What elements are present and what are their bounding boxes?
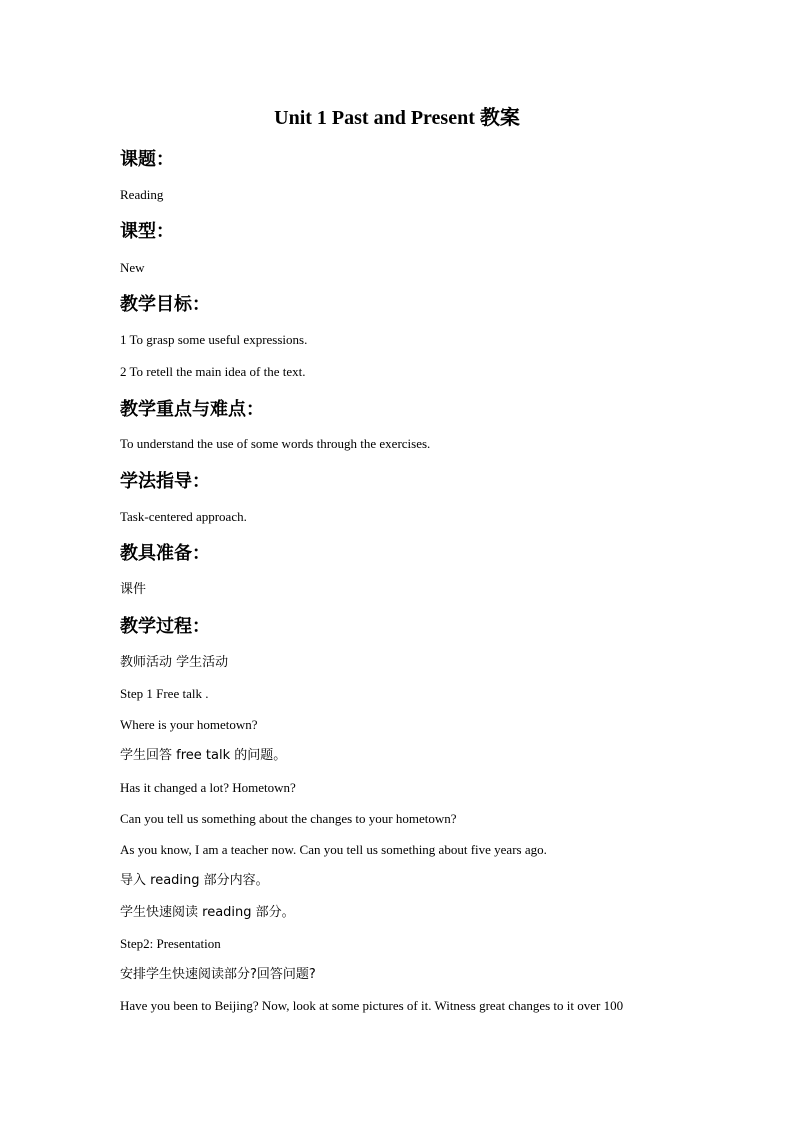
objective-item: 1 To grasp some useful expressions. <box>120 332 308 347</box>
process-line: As you know, I am a teacher now. Can you tell us something about five years ago. <box>120 842 547 857</box>
topic-content: Reading <box>120 187 164 202</box>
process-line: 安排学生快速阅读部分?回答问题? <box>120 967 316 982</box>
process-line: Can you tell us something about the changes to your hometown? <box>120 811 457 826</box>
method-content: Task-centered approach. <box>120 509 247 524</box>
keypoints-content: To understand the use of some words through the exercises. <box>120 436 431 451</box>
objective-item: 2 To retell the main idea of the text. <box>120 364 306 379</box>
objectives-heading: 教学目标： <box>120 294 210 315</box>
type-content: New <box>120 260 145 275</box>
page-title: Unit 1 Past and Present 教案 <box>274 107 520 129</box>
keypoints-heading: 教学重点与难点： <box>120 399 264 420</box>
process-line: Where is your hometown? <box>120 717 258 732</box>
process-line: Has it changed a lot? Hometown? <box>120 780 296 795</box>
topic-heading: 课题： <box>120 149 174 170</box>
process-line: 学生快速阅读 reading 部分。 <box>120 905 295 920</box>
type-heading: 课型： <box>120 221 174 242</box>
process-line: 导入 reading 部分内容。 <box>120 873 269 888</box>
process-line: 学生回答 free talk 的问题。 <box>120 748 287 763</box>
materials-content: 课件 <box>120 582 147 597</box>
process-line: Have you been to Beijing? Now, look at some pictures of it. Witness great changes to it over 100 <box>120 998 624 1013</box>
process-heading: 教学过程： <box>120 616 210 637</box>
process-line: Step 1 Free talk . <box>120 686 209 701</box>
method-heading: 学法指导： <box>120 471 210 492</box>
materials-heading: 教具准备： <box>120 543 210 564</box>
process-line: 教师活动 学生活动 <box>120 655 229 670</box>
process-line: Step2: Presentation <box>120 936 221 951</box>
